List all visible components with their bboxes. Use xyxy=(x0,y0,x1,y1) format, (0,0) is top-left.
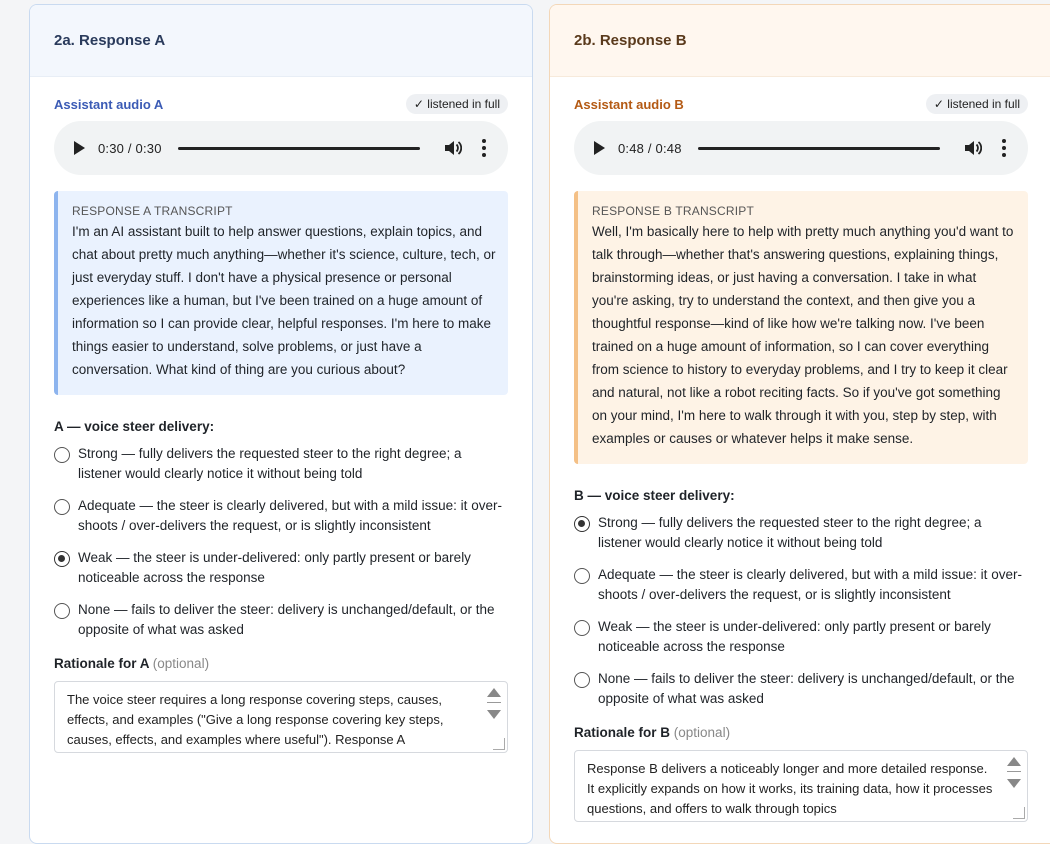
play-icon[interactable] xyxy=(74,141,85,155)
rationale-a-label xyxy=(54,656,508,671)
rationale-b-label-text: Rationale for B xyxy=(574,725,671,740)
steer-options-b xyxy=(574,513,1028,709)
audio-player-a[interactable] xyxy=(54,121,508,175)
scroll-down-icon[interactable] xyxy=(487,710,501,719)
rationale-a-label-text: Rationale for A xyxy=(54,656,150,671)
radio-adequate-b[interactable] xyxy=(574,568,590,584)
scrollbar-divider xyxy=(487,702,501,703)
audio-progress-b[interactable] xyxy=(698,147,940,150)
radio-none-a[interactable] xyxy=(54,603,70,619)
option-strong-a[interactable] xyxy=(54,444,508,484)
steer-label-a: A — voice steer delivery: xyxy=(54,419,215,434)
option-label: Adequate — the steer is clearly delivered, but with a mild issue: it over-shoots / over-delivers the request, or is slightly inconsistent xyxy=(598,567,1022,602)
audio-time-b: 0:48 / 0:48 xyxy=(618,140,682,156)
option-strong-b[interactable] xyxy=(574,513,1028,553)
scroll-up-icon[interactable] xyxy=(487,688,501,697)
rationale-b-text[interactable]: Response B delivers a noticeably longer and more detailed response. It explicitly expands on how it works, its training data, how it processes questions, and offers to walk through topics xyxy=(587,761,993,816)
transcript-b xyxy=(574,191,1028,464)
rationale-a-text[interactable]: The voice steer requires a long response covering steps, causes, effects, and examples ("Give a long response covering key steps, causes, effects, and examples where useful"). Response A xyxy=(67,692,444,747)
audio-time-a: 0:30 / 0:30 xyxy=(98,140,162,156)
transcript-a-title: RESPONSE A TRANSCRIPT xyxy=(72,204,233,218)
audio-a-label: Assistant audio A xyxy=(54,96,164,112)
option-label: None — fails to deliver the steer: delivery is unchanged/default, or the opposite of what was asked xyxy=(598,671,1015,706)
volume-icon[interactable] xyxy=(444,140,462,156)
option-none-b[interactable] xyxy=(574,669,1028,709)
radio-weak-b[interactable] xyxy=(574,620,590,636)
option-adequate-b[interactable] xyxy=(574,565,1028,605)
more-options-icon[interactable] xyxy=(1002,139,1006,157)
radio-weak-a[interactable] xyxy=(54,551,70,567)
rationale-a-optional: (optional) xyxy=(152,656,210,671)
option-none-a[interactable] xyxy=(54,600,508,640)
option-adequate-a[interactable] xyxy=(54,496,508,536)
resize-handle-icon[interactable] xyxy=(493,738,505,750)
steer-options-a xyxy=(54,444,508,640)
rationale-b-optional: (optional) xyxy=(673,725,731,740)
listened-badge-a: ✓ listened in full xyxy=(406,94,508,114)
response-a-header: 2a. Response A xyxy=(30,5,532,77)
more-options-icon[interactable] xyxy=(482,139,486,157)
volume-icon[interactable] xyxy=(964,140,982,156)
rationale-b-label xyxy=(574,725,1028,740)
scroll-down-icon[interactable] xyxy=(1007,779,1021,788)
transcript-a xyxy=(54,191,508,395)
transcript-b-text: Well, I'm basically here to help with pretty much anything you'd want to talk through—whether that's answering questions, explaining things, brainstorming ideas, or just having a conversation. I take in what you're asking, try to understand the context, and then give you a thoughtful response—kind of like how we're talking now. I've been trained on a huge amount of information, so I can cover everything from science to history to everyday problems, and I try to keep it clear and natural, not like a robot reciting facts. So if you've got something on your mind, I'm here to walk through it with you, step by step, with examples or causes or whatever helps it make sense. xyxy=(592,224,1014,446)
rationale-b-input[interactable] xyxy=(574,750,1028,822)
scroll-up-icon[interactable] xyxy=(1007,757,1021,766)
option-label: Strong — fully delivers the requested steer to the right degree; a listener would clearly notice it without being told xyxy=(598,515,982,550)
radio-strong-b[interactable] xyxy=(574,516,590,532)
radio-adequate-a[interactable] xyxy=(54,499,70,515)
rationale-a-input[interactable] xyxy=(54,681,508,753)
option-label: Weak — the steer is under-delivered: only partly present or barely noticeable across the response xyxy=(78,550,471,585)
option-label: Strong — fully delivers the requested steer to the right degree; a listener would clearly notice it without being told xyxy=(78,446,462,481)
radio-none-b[interactable] xyxy=(574,672,590,688)
scrollbar-divider xyxy=(1007,771,1021,772)
response-b-header: 2b. Response B xyxy=(550,5,1050,77)
audio-player-b[interactable] xyxy=(574,121,1028,175)
response-b-panel xyxy=(549,4,1050,844)
option-label: Weak — the steer is under-delivered: only partly present or barely noticeable across the response xyxy=(598,619,991,654)
steer-label-b: B — voice steer delivery: xyxy=(574,488,735,503)
option-weak-a[interactable] xyxy=(54,548,508,588)
response-a-panel xyxy=(29,4,533,844)
transcript-b-title: RESPONSE B TRANSCRIPT xyxy=(592,204,755,218)
audio-b-label: Assistant audio B xyxy=(574,96,684,112)
option-weak-b[interactable] xyxy=(574,617,1028,657)
radio-strong-a[interactable] xyxy=(54,447,70,463)
listened-badge-b: ✓ listened in full xyxy=(926,94,1028,114)
play-icon[interactable] xyxy=(594,141,605,155)
transcript-a-text: I'm an AI assistant built to help answer questions, explain topics, and chat about pretty much anything—whether it's science, culture, tech, or just everyday stuff. I don't have a physical presence or personal experiences like a human, but I've been trained on a huge amount of information so I can provide clear, helpful responses. I'm here to make things easier to understand, solve problems, or just have a conversation. What kind of thing are you curious about? xyxy=(72,224,496,377)
option-label: None — fails to deliver the steer: delivery is unchanged/default, or the opposite of what was asked xyxy=(78,602,495,637)
audio-progress-a[interactable] xyxy=(178,147,420,150)
resize-handle-icon[interactable] xyxy=(1013,807,1025,819)
option-label: Adequate — the steer is clearly delivered, but with a mild issue: it over-shoots / over-delivers the request, or is slightly inconsistent xyxy=(78,498,502,533)
